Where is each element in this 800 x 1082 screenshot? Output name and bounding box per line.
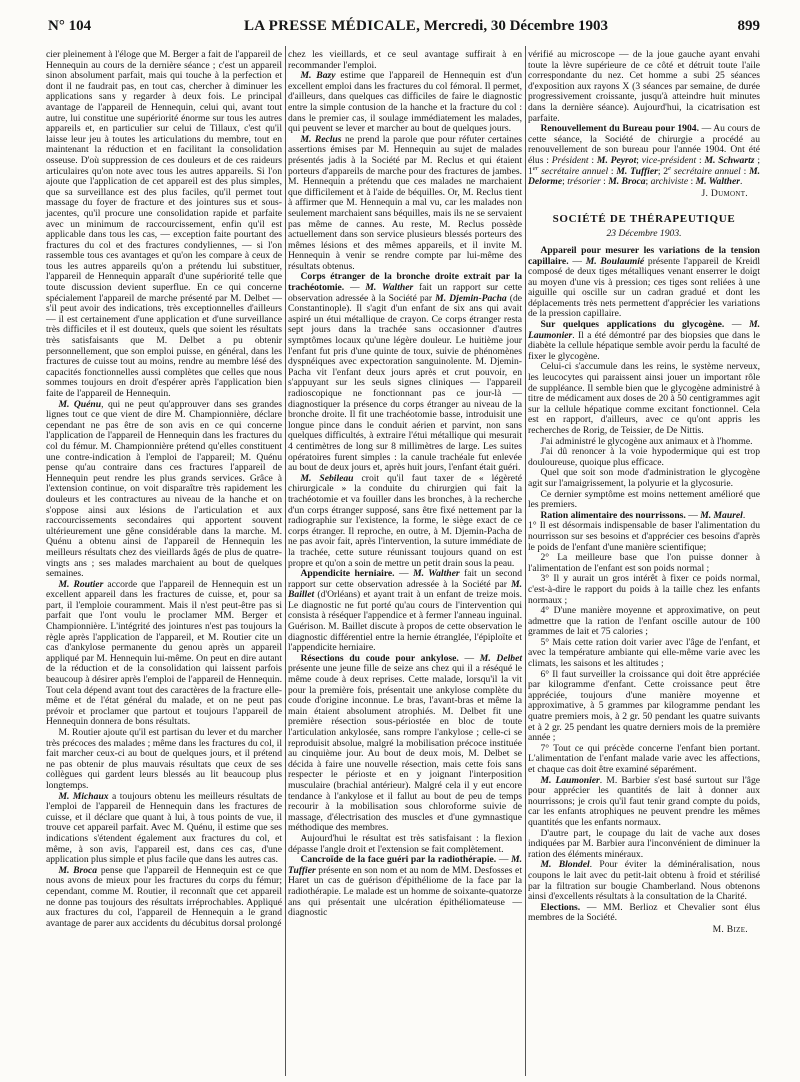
paragraph [46,792,282,866]
text-run: (de Constantinople). Il s'agit d'un enfant de six ans qui avait aspiré un étui métallique de crayon. Ce corps étranger resta sept jours dans la trachée sans occasionner d'autres symptômes locaux qu'une légère douleur. Le huitième jour l'enfant fut pris d'une quinte de toux, suivie de phénomènes dyspnéiques avec expectoration sanguinolente. M. Djemin-Pacha vit l'enfant deux jours après et crut pouvoir, en s'appuyant sur les seuls signes cliniques — l'appareil radioscopique ne fonctionnant pas ce jour-là — diagnostiquer la présence du corps étranger au niveau de la bronche droite. Il fit une trachéotomie basse, introduisit une longue pince dans le conduit aérien et parvint, non sans quelques difficultés, à extraire l'étui métallique qui mesurait 4 centimètres de long sur 8 millimètres de large. Les suites opératoires furent simples : la canule trachéale fut enlevée au bout de deux jours et, après huit jours, l'enfant était guéri. [288,292,522,474]
text-run: 4° D'une manière moyenne et approximative, on peut admettre que la ration de l'enfant oscille autour de 100 grammes de lait et 75 calories ; [528,605,760,638]
speaker-name: M. Routier [58,578,104,590]
text-run: 2° La meilleure base que l'on puisse donner à l'alimentation de l'enfant est son poids normal ; [528,552,760,574]
column-1 [46,50,282,929]
paragraph [528,246,760,320]
text-run: . M. Barbier s'est basé surtout sur l'âge pour apprécier les quantités de lait à donner aux nourrissons; je crois qu'il faut tenir grand compte du poids, car les enfants atrophiques ne peuvent prendre les mêmes quantités que les enfants normaux. [528,774,760,828]
text-run: . [740,176,743,188]
text-run: : [740,165,750,177]
paragraph [528,521,760,553]
speaker-name: M. Peyrot [596,154,637,166]
italic-text: trésorier [567,176,601,188]
masthead [244,18,608,35]
text-run: pense que l'appareil de Hennequin est ce que nous avons de mieux pour les fractures du corps du fémur; cependant, comme M. Routier, il reconnaît que cet appareil ne donne pas toujours des résultats irréprochables. Appliqué aux fractures du col, l'appareil de Hennequin a le grand avantage de parer aux accidents du décubitus dorsal prolongé [46,864,282,929]
speaker-name: M. Bazy [300,70,336,82]
section-title: SOCIÉTÉ DE THÉRAPEUTIQUE [552,213,736,226]
section-heading [528,213,760,226]
text-run: 1° Il est désormais indispensable de baser l'alimentation du nourrisson sur ses besoins et d'apprécier ces besoins d'après le poids de l'enfant d'une manière scientifique; [528,520,760,553]
text-run: Ce dernier symptôme est moins nettement amélioré que les premiers. [528,488,760,511]
text-run: : [608,165,617,177]
text-run: 7° Tout ce qui précède concerne l'enfant bien portant. L'alimentation de l'enfant malade varie avec les affections, et chaque cas doit être examiné séparément. [528,742,760,775]
page-header [46,18,760,38]
page-number: 899 [737,18,760,34]
italic-text: secrétaire annuel [673,165,741,177]
paragraph [46,580,282,728]
speaker-name: M. Djemin-Pacha [435,292,507,304]
text-run: : [696,154,705,166]
speaker-name: M. Walther [695,176,741,188]
section-title: Ration alimentaire des nourrissons. [540,509,686,521]
speaker-name: M. Boulaumié [585,255,645,267]
speaker-name: M. Delbet [479,652,523,664]
section-title: Elections. [540,901,581,913]
paragraph [288,474,522,569]
text-run: ; 1 [528,154,760,177]
signature [528,925,760,936]
italic-text: vice-président [641,154,697,166]
text-run: Quel que soit son mode d'administration le glycogène agit sur l'amaigrissement, la polyurie et la glycosurie. [528,467,760,489]
paragraph [528,574,760,606]
text-run: — MM. Berlioz et Chevalier sont élus membres de la Société. [528,901,760,924]
paragraph [528,490,760,511]
paragraph [528,776,760,829]
text-run: (d'Orléans) et ayant trait à un enfant de treize mois. Le diagnostic ne fut porté qu'au cours de l'intervention qui consista à réséquer l'appendice et à fermer l'anneau inguinal. Guérison. M. Baillet discute à propos de cette observation le diagnostic différentiel entre la hernie étranglée, l'épiploïte et l'appendicite herniaire. [288,589,522,654]
text-run: fait un second rapport sur cette observation adressée à la Société par [288,568,523,590]
text-run: 3° Il y aurait un gros intérêt à fixer ce poids normal, c'est-à-dire le rapport du poids à la taille chez les enfants normaux ; [528,573,760,606]
speaker-name: M. Walther [365,282,414,294]
text-run: . Pour éviter la déminéralisation, nous coupons le lait avec du petit-lait obtenu à froid et stérilisé par la filtration sur bougie Chamberland. Nous obtenons ainsi d'excellents résultats à la consultation de la Charité. [528,859,760,903]
speaker-name: M. Quénu [58,398,102,410]
signature [528,189,760,200]
text-run: — [458,652,480,664]
text-run: — [568,255,586,267]
text-run: cier pleinement à l'éloge que M. Berger a fait de l'appareil de Hennequin au cours de la dernière séance ; c'est un appareil sinon absolument parfait, mais qui touche à la perfection et dont il ne faudrait pas, en tout cas, chercher à diminuer les applications sans y regarder à deux fois. Le principal avantage de l'appareil de Hennequin, celui qui, avant tout autre, lui constitue une supériorité énorme sur tous les autres appareils et, en particulier sur celui de Tillaux, c'est qu'il laisse leur jeu à toutes les articulations du membre, tout en maintenant la réduction et en facilitant la consolidation osseuse. D'où suppression de ces douleurs et de ces raideurs articulaires qu'on note avec tous les autres appareils. Si l'on ajoute que l'application de cet appareil est des plus simples, que sa surveillance est des plus faciles, qu'il permet tout massage du foyer de fracture et des jointures sus et sous-jacentes, qu'il procure une consolidation rapide et parfaite avec un minimum de raccourcissement, enfin qu'il est applicable dans tous les cas, — exception faite pourtant des fractures du col et des fractures condyliennes, — si l'on rassemble tous ces avantages et qu'on les compare à ceux de tous les autres appareils qu'on a prétendu lui substituer, l'appareil de Hennequin apparaît d'une supériorité telle que toute discussion devient superflue. En ce qui concerne spécialement l'appareil de marche présenté par M. Delbet — s'il peut avoir des indications, très exceptionnelles d'ailleurs — il est certainement d'une application et d'une surveillance très difficiles et il est douteux, quels que soient les résultats très satisfaisants que M. Delbet a pu obtenir personnellement, que son emploi puisse, en général, dans les fractures de cuisse tout au moins, rendre au membre lésé des capacités fonctionnelles aussi complètes que celles que nous sommes toujours en droit d'espérer après l'application bien faite de l'appareil de Hennequin. [46,49,282,399]
paragraph [528,638,760,670]
text-run: — Au cours de cette séance, la Société de chirurgie a procédé au renouvellement de son bureau pour l'année 1904. Ont été élus : [528,123,760,166]
text-run: chez les vieillards, et ce seul avantage suffirait à en recommander l'emploi. [288,49,522,71]
paragraph [288,272,522,473]
paragraph [528,468,760,489]
section-title: Résections du coude pour ankylose. [300,652,459,664]
paragraph [528,124,760,188]
speaker-name: M. Laumonier [528,319,760,341]
speaker-name: M. Laumonier [540,774,600,786]
text-run: . Il a été démontré par des biopsies que dans le diabète la cellule hépatique semble avoir perdu la faculté de fixer le glycogène. [528,329,760,362]
paragraph [528,320,760,362]
text-run: présente en son nom et au nom de MM. Desfosses et Haret un cas de guérison d'épithéliome de la face par la radiothérapie. Le malade est un homme de soixante-quatorze ans qui présentait une ulcération épithéliomateuse — diagnostic [288,864,522,919]
text-run: ; [636,154,642,166]
paragraph [528,860,760,902]
paragraph [528,447,760,468]
author-name: M. Bize. [712,923,748,935]
column-divider [285,46,286,1076]
paragraph [528,744,760,776]
text-run: M. Routier ajoute qu'il est partisan du lever et du marcher très précoces des malades ; même dans les fractures du col, il fait marcher ceux-ci au bout de quelques jours, et il prétend ne pas obtenir de plus mauvais résultats que ceux de ses collègues qui gardent leurs blessés au lit beaucoup plus longtemps. [46,727,282,791]
section-title: Appendicite herniaire. [300,568,395,580]
text-run: — [685,509,701,521]
text-run: — [394,568,414,580]
paragraph [46,400,282,580]
author-name: J. Dumont. [701,187,748,199]
text-run: présente une jeune fille de seize ans chez qui il a réséqué le même coude à deux reprises. Cette malade, lorsqu'il la vit pour la première fois, présentait une ankylose complète du coude d'origine inconnue. Le bras, l'avant-bras et même la main étaient absolument atrophiés. M. Delbet fit une première résection sous-périostée en bloc de toute l'articulation ankylosée, sans rompre l'ankylose ; celle-ci se reproduisit absolue, malgré la mobilisation précoce instituée au cinquième jour. Au bout de deux mois, M. Delbet se décida à faire une nouvelle résection, mais cette fois sans respecter le périoste et en y joignant l'interposition musculaire (brachial antérieur). Malgré cela il y eut encore tendance à l'ankylose et il fallut au bout de peu de temps recourir à la mobilisation sous chloroforme suivie de massage, d'électrisation des muscles et d'une gymnastique méthodique des membres. [288,663,522,834]
paragraph [528,362,760,436]
column-2 [288,50,522,919]
paragraph [528,606,760,638]
paragraph [288,569,522,654]
speaker-name: M. Broca [608,176,646,188]
paragraph [528,553,760,574]
paragraph [288,855,522,919]
paragraph [46,50,282,400]
speaker-name: M. Walther [413,568,460,580]
text-run: estime que l'appareil de Hennequin est d'un excellent emploi dans les fractures du col fémoral. Il permet, d'ailleurs, dans quelques cas difficiles de faire le diagnostic entre la simple contusion de la hanche et la fracture du col : dans le premier cas, il soulage immédiatement les malades, qui peuvent se lever et marcher au bout de quelques jours. [288,70,522,135]
paragraph [528,50,760,124]
superscript: e [668,164,672,172]
paragraph [288,834,522,855]
paragraph [288,135,522,273]
text-run: 5° Mais cette ration doit varier avec l'âge de l'enfant, et avec la température ambiante qui elle-même varie avec les climats, les saisons et les altitudes ; [528,636,760,670]
text-run: : [588,154,597,166]
text-run: D'autre part, le coupage du lait de vache aux doses indiquées par M. Barbier aura l'inconvénient de diminuer la ration des éléments minéraux. [528,827,760,860]
paragraph [288,654,522,834]
speaker-name: M. Sebileau [300,472,354,484]
section-title: Corps étranger de la bronche droite extrait par la trachéotomie. [288,271,522,294]
text-run: croit qu'il faut taxer de « légèreté chirurgicale » la conduite du chirurgien qui fait la trachéotomie et va fouiller dans les bronches, à la recherche d'un corps étranger supposé, sans être fixé nettement par la radiographie sur l'existence, la forme, le siège exact de ce corps étranger. Il reproche, en outre, à M. Djemin-Pacha de ne pas avoir fait, après l'intervention, la suture immédiate de la trachée, cette suture réunissant toujours quand on est propre et qu'on a soin de mettre un petit drain sous la peau. [288,472,522,569]
text-run: a toujours obtenu les meilleurs résultats de l'emploi de l'appareil de Hennequin dans les fractures de cuisse, et il déclare que quant à lui, à tous points de vue, il trouve cet appareil parfait. Avec M. Quénu, il estime que ses indications s'étendent également aux fractures du col, et même, à son avis, l'appareil est, dans ces cas, d'une application plus simple et plus facile que dans les autres cas. [46,790,282,866]
text-run: : [600,176,609,188]
speaker-name: M. Reclus [300,133,342,145]
section-title: Appareil pour mesurer les variations de la tension capillaire. [528,244,760,267]
text-run: J'ai administré le glycogène aux animaux et à l'homme. [540,435,753,447]
speaker-name: M. Delorme [528,165,760,188]
paragraph [528,903,760,924]
paragraph [288,71,522,135]
text-run: 6° Il faut surveiller la croissance qui doit être appréciée par kilogramme d'enfant. Cette croissance peut être appréciée, toujours d'une manière moyenne et approximative, à 5 grammes par kilogramme pendant les quatre premiers mois, à 2 gr. 50 pendant les quatre suivants et à 2 gr. 25 pendant les quatre derniers mois de la première année ; [528,668,760,744]
text-run: ; [645,176,651,188]
speaker-name: M. Blondel [540,859,590,871]
session-date [528,229,760,240]
paragraph [46,866,282,930]
journal-title: LA PRESSE MÉDICALE, [244,18,421,34]
speaker-name: M. Broca [58,864,98,876]
text-run: présente l'appareil de Kreidl composé de deux tiges métalliques venant enserrer le doigt au moyen d'une vis à pression; ces tiges sont reliées à une aiguille qui oscille sur un cadran gradué et dont les déplacements très nets permettent d'apprécier les variations de la pression capillaire. [528,255,761,320]
text-run: ; [562,176,568,188]
paragraph [288,50,522,71]
italic-text: 23 Décembre 1903. [606,228,682,240]
speaker-name: M. Michaux [58,790,109,802]
text-run: fait un rapport sur cette observation adressée à la Société par [288,282,522,304]
text-run: accorde que l'appareil de Hennequin est un excellent appareil dans les fractures de cuisse, et, pour sa part, il l'emploie couramment. Mais il n'est peut-être pas si parfait que l'ont voulu le proclamer MM. Berger et Championnière. L'intégrité des jointures n'est pas toujours la règle après l'application de l'appareil, et M. Routier cite un cas d'ankylose permanente du genou après un appareil appliqué par M. Hennequin lui-même. On peut en dire autant de la réduction et de la consolidation qui laissent parfois beaucoup à désirer après l'emploi de l'appareil de Hennequin. Tout cela dépend avant tout des caractères de la fracture elle-même et de l'état général du malade, et on ne peut pas prévoir et proclamer que partout et toujours l'appareil de Hennequin donnera de bons résultats. [46,578,283,728]
paragraph [46,728,282,792]
text-run: — [344,282,366,294]
text-run: — [724,319,750,331]
text-run: ; 2 [657,165,669,177]
column-divider [525,46,526,1076]
speaker-name: M. Baillet [288,578,522,601]
paragraph [528,670,760,744]
speaker-name: M. Tuffier [616,165,658,177]
paragraph [528,829,760,861]
text-run: vérifié au microscope — de la joue gauche ayant envahi toute la lèvre supérieure de ce côté et détruit toute l'aile correspondante du nez. Cet homme a subi 25 séances d'exposition aux rayons X (3 séances par semaine, de durée progressivement croissante, jusqu'à atteindre huit minutes dans la dernière séance). Aujourd'hui, la cicatrisation est parfaite. [528,49,760,124]
section-title: Cancroïde de la face guéri par la radiothérapie. [300,854,497,866]
text-run: . [742,509,746,521]
section-title: Sur quelques applications du glycogène. [540,319,725,331]
superscript: er [532,164,539,172]
issue-date: Mercredi, 30 Décembre 1903 [423,18,609,34]
text-run: Aujourd'hui le résultat est très satisfaisant : la flexion dépasse l'angle droit et l'extension se fait complètement. [288,832,522,855]
column-3 [528,50,760,936]
section-title: Renouvellement du Bureau pour 1904. [540,123,699,135]
text-run: Celui-ci s'accumule dans les reins, le système nerveux, les leucocytes qui paraissent ainsi jouer un important rôle de suppléance. Il semble bien que le glycogène administré à titre de médicament aux doses de 20 à 50 centigrammes agit sur la cellule hépatique comme excitant fonctionnel. Cela est en rapport, d'ailleurs, avec ce qu'ont appris les recherches de Rorig, de Teissier, de De Nittis. [528,361,760,436]
issue-number: N° 104 [48,18,92,34]
italic-text: archiviste [650,176,689,188]
text-run: J'ai dû renoncer à la voie hypodermique qui est trop douloureuse, quoique plus efficace. [528,446,760,468]
italic-text: secrétaire annuel [541,165,609,177]
text-run: ne prend la parole que pour réfuter certaines assertions émises par M. Hennequin au sujet de malades présentés jadis à la Société par M. Reclus et qui étaient porteurs d'appareils de marche pour des fractures de jambes. M. Hennequin a prétendu que ces malades ne marchaient que difficilement et à l'aide de béquilles. Or, M. Reclus tient à affirmer que M. Hennequin a mal vu, car les malades non seulement marchaient sans béquilles, mais ils ne se servaient pas même de cannes. Au reste, M. Reclus possède actuellement dans son service plusieurs blessés porteurs des mêmes lésions et des mêmes appareils, et il invite M. Hennequin à venir se rendre compte par lui-même des résultats obtenus. [288,133,522,272]
speaker-name: M. Maurel [700,509,743,521]
speaker-name: M. Schwartz [704,154,755,166]
speaker-name: M. Tuffier [288,854,522,876]
text-run: , qui ne peut qu'approuver dans ses grandes lignes tout ce que vient de dire M. Championnière, déclare cependant ne pas être de son avis en ce qui concerne l'application de l'appareil de Hennequin dans les fractures du col du fémur. M. Championnière prétend qu'elles constituent une contre-indication à l'emploi de l'appareil; M. Quénu pense qu'au contraire dans ces fractures l'appareil de Hennequin peut rendre les plus grands services. Grâce à l'extension continue, on voit disparaître très rapidement les douleurs et les contractures au niveau de la hanche et on s'oppose ainsi aux lésions de l'articulation et aux raccourcissements secondaires qui apportent souvent ultérieurement une gêne considérable dans la marche. M. Quénu a obtenu ainsi de l'appareil de Hennequin les meilleurs résultats chez des vieillards âgés de plus de quatre-vingts ans ; ses malades marchaient au bout de quelques semaines. [46,398,282,580]
text-run: : [688,176,696,188]
text-run: — [496,854,512,866]
italic-text: Président [551,154,589,166]
